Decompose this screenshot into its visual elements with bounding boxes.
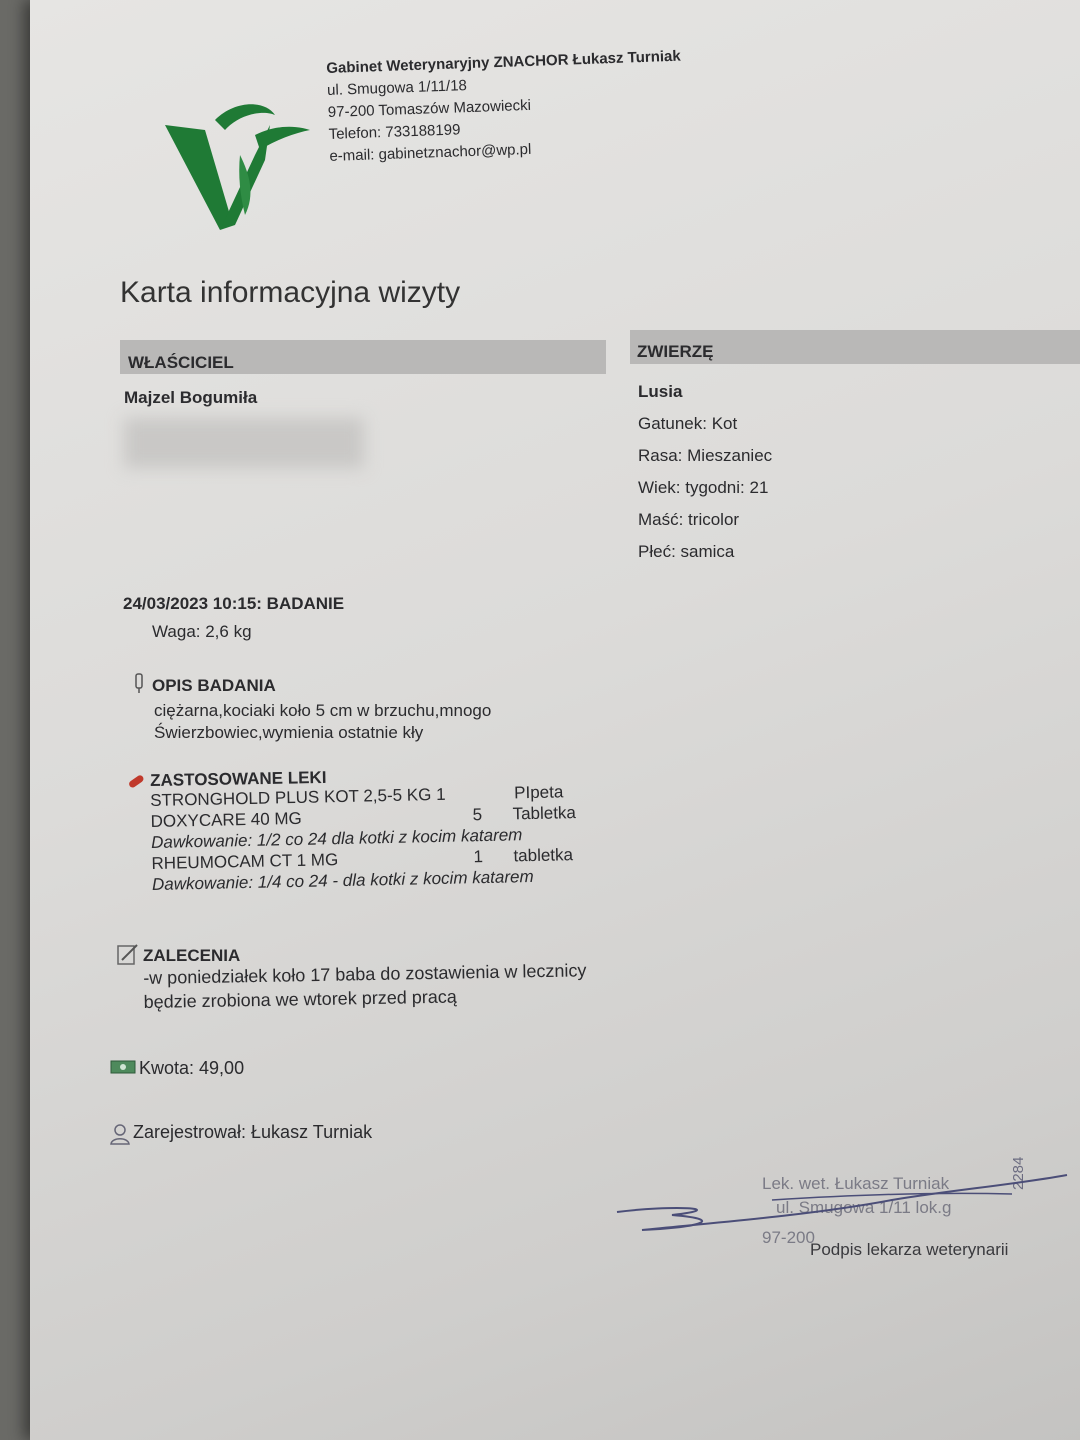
med-unit: Tabletka bbox=[512, 803, 577, 824]
med-name: DOXYCARE 40 MG bbox=[150, 808, 302, 831]
med-unit: PIpeta bbox=[513, 782, 564, 803]
med-dose-text: Dawkowanie: 1/4 co 24 - dla kotki z kocim katarem bbox=[151, 866, 534, 894]
meds-label: ZASTOSOWANE LEKI bbox=[150, 767, 327, 790]
recommendations-text bbox=[143, 958, 587, 1014]
money-icon bbox=[110, 1059, 136, 1075]
clinic-email: e-mail: gabinetznachor@wp.pl bbox=[329, 140, 532, 165]
visit-header: 24/03/2023 10:15: BADANIE bbox=[123, 594, 345, 613]
owner-label: WŁAŚCICIEL bbox=[128, 353, 234, 372]
page-title: Karta informacyjna wizyty bbox=[120, 276, 461, 309]
clinic-street: ul. Smugowa 1/11/18 bbox=[326, 77, 468, 99]
animal-breed: Rasa: Mieszaniec bbox=[638, 446, 773, 465]
redacted-address bbox=[124, 418, 364, 468]
animal-label: ZWIERZĘ bbox=[637, 342, 714, 361]
clinic-city: 97-200 Tomaszów Mazowiecki bbox=[327, 96, 532, 121]
animal-details bbox=[638, 376, 772, 568]
med-qty: 1 bbox=[473, 847, 484, 867]
animal-name: Lusia bbox=[638, 382, 683, 401]
exam-label: OPIS BADANIA bbox=[152, 676, 276, 695]
stamp-number: 2284 bbox=[1010, 1156, 1027, 1190]
registered-by: Zarejestrował: Łukasz Turniak bbox=[133, 1122, 373, 1142]
recommendation-line: -w poniedziałek koło 17 baba do zostawienia w lecznicy bbox=[143, 960, 587, 988]
med-unit: tabletka bbox=[513, 845, 574, 866]
vet-logo-icon bbox=[160, 95, 320, 235]
clinic-name: Gabinet Weterynaryjny ZNACHOR Łukasz Turniak bbox=[326, 47, 681, 77]
animal-age: Wiek: tygodni: 21 bbox=[638, 478, 769, 497]
med-dose-text: Dawkowanie: 1/2 co 24 dla kotki z kocim katarem bbox=[150, 825, 523, 852]
animal-species: Gatunek: Kot bbox=[638, 414, 738, 433]
stamp-line: ul. Smugowa 1/11 lok.g bbox=[776, 1198, 952, 1217]
pill-icon bbox=[126, 772, 146, 790]
pencil-icon bbox=[116, 942, 140, 966]
clinic-phone: Telefon: 733188199 bbox=[328, 121, 461, 143]
syringe-icon bbox=[132, 672, 146, 694]
recommendation-line: będzie zrobiona we wtorek przed pracą bbox=[143, 986, 457, 1012]
stamp-line: Lek. wet. Łukasz Turniak bbox=[762, 1174, 950, 1193]
owner-name: Majzel Bogumiła bbox=[124, 388, 258, 407]
med-qty: 5 bbox=[472, 805, 483, 825]
med-name: RHEUMOCAM CT 1 MG bbox=[151, 850, 339, 873]
exam-line: Świerzbowiec,wymienia ostatnie kły bbox=[154, 723, 424, 742]
stamp-line: 97-200 bbox=[762, 1228, 815, 1247]
animal-sex: Płeć: samica bbox=[638, 542, 735, 561]
exam-description bbox=[154, 700, 491, 744]
med-name: STRONGHOLD PLUS KOT 2,5-5 KG 1 bbox=[150, 784, 446, 810]
meds-list bbox=[150, 780, 622, 895]
signature-scribble bbox=[612, 1160, 1072, 1240]
signature-label: Podpis lekarza weterynarii bbox=[810, 1240, 1009, 1259]
user-icon bbox=[108, 1122, 134, 1146]
visit-weight: Waga: 2,6 kg bbox=[152, 622, 252, 641]
amount: Kwota: 49,00 bbox=[139, 1058, 245, 1078]
animal-color: Maść: tricolor bbox=[638, 510, 740, 529]
clinic-header bbox=[326, 46, 684, 168]
recommendations-label: ZALECENIA bbox=[143, 946, 241, 965]
exam-line: ciężarna,kociaki koło 5 cm w brzuchu,mnogo bbox=[154, 701, 492, 720]
